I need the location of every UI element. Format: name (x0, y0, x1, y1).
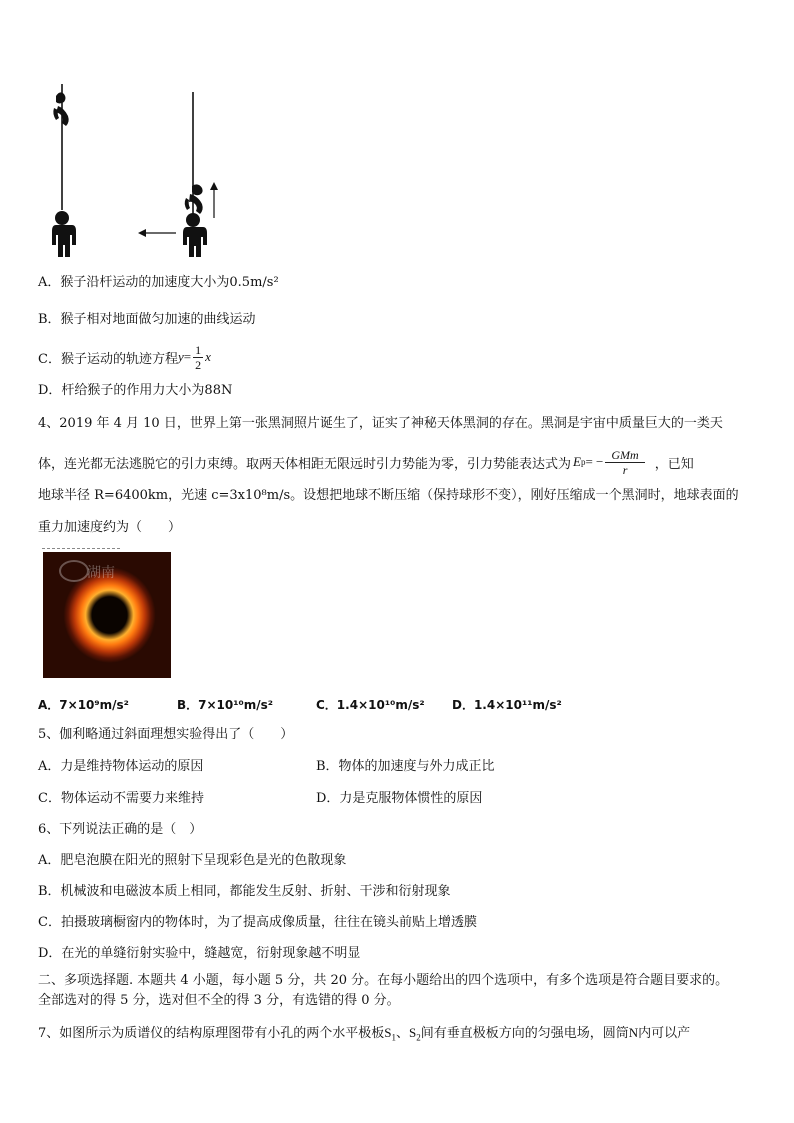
section2-line2: 全部选对的得 5 分，选对但不全的得 3 分，有选错的得 0 分。 (38, 993, 400, 1008)
q3-option-c (38, 340, 211, 374)
q3-option-b: B．猴子相对地面做匀加速的曲线运动 (38, 312, 256, 327)
q6-option-d: D．在光的单缝衍射实验中，缝越宽，衍射现象越不明显 (38, 946, 361, 961)
q6-stem: 6、下列说法正确的是（ ） (38, 822, 203, 837)
q3-option-c-x: x (205, 349, 211, 364)
q4-option-a: A．7×10⁹m/s² (38, 698, 129, 712)
q7-s1-sub: 1 (391, 1032, 397, 1043)
q7-line1-suffix: 间有垂直极板方向的匀强电场，圆筒 (420, 1026, 629, 1041)
q4-line2-suffix: ，已知 (654, 456, 694, 472)
q4-option-b: B．7×10¹⁰m/s² (177, 698, 274, 712)
q4-line3: 地球半径 R=6400km，光速 c=3x10⁸m/s。设想把地球不断压缩（保持球形不变），刚好压缩成一个黑洞时，地球表面的 (38, 488, 739, 503)
q3-option-a: A．猴子沿杆运动的加速度大小为0.5m/s² (38, 275, 279, 290)
person-right (183, 213, 207, 257)
q3-option-c-num: 1 (195, 342, 202, 357)
q4-ep-sub: p (580, 457, 586, 467)
q7-s2: S (409, 1025, 417, 1040)
q3-option-c-den: 2 (195, 357, 202, 372)
q3-option-d: D．杆给猴子的作用力大小为88N (38, 383, 233, 398)
q3-option-c-prefix: C．猴子运动的轨迹方程 (38, 351, 178, 367)
q4-option-d: D．1.4×10¹¹m/s² (452, 698, 562, 712)
q7-s1: S (384, 1025, 392, 1040)
q7-line1-end: 内可以产 (638, 1026, 691, 1041)
q6-option-b: B．机械波和电磁波本质上相同，都能发生反射、折射、干涉和衍射现象 (38, 884, 451, 899)
q5-stem: 5、伽利略通过斜面理想实验得出了（ ） (38, 727, 294, 742)
q5-option-c: C．物体运动不需要力来维持 (38, 791, 204, 806)
monkey-pole-figure (40, 82, 230, 258)
q4-line1: 4、2019 年 4 月 10 日，世界上第一张黑洞照片诞生了，证实了神秘天体黑洞的存在。黑洞是宇宙中质量巨大的一类天 (38, 416, 723, 431)
q4-ep-symbol: E (573, 454, 581, 469)
black-hole-image-frame (42, 548, 120, 549)
section2-line1: 二、多项选择题. 本题共 4 小题，每小题 5 分，共 20 分。在每小题给出的四个选项中，有多个选项是符合题目要求的。 (38, 973, 729, 988)
q5-option-a: A．力是维持物体运动的原因 (38, 759, 204, 774)
q3-option-c-y: y (177, 349, 184, 364)
q4-line2 (38, 444, 694, 480)
watermark-logo (59, 560, 89, 582)
person-left (52, 211, 76, 257)
q7-line1-prefix: 7、如图所示为质谱仪的结构原理图带有小孔的两个水平极板 (38, 1026, 385, 1041)
q4-line2-prefix: 体，连光都无法逃脱它的引力束缚。取两天体相距无限远时引力势能为零，引力势能表达式为 (38, 456, 572, 472)
black-hole-image (43, 552, 171, 678)
q7-line1 (38, 1023, 690, 1048)
q7-sep: 、 (396, 1026, 410, 1041)
q5-option-b: B．物体的加速度与外力成正比 (316, 759, 495, 774)
q5-option-d: D．力是克服物体惯性的原因 (316, 791, 483, 806)
q6-option-c: C．拍摄玻璃橱窗内的物体时，为了提高成像质量，往往在镜头前贴上增透膜 (38, 915, 477, 930)
q3-option-c-fraction (193, 343, 203, 372)
q4-ep-eq: = − (585, 454, 604, 469)
left-arrow (138, 229, 176, 237)
watermark-text: 湖南 (87, 565, 115, 581)
up-arrow (210, 182, 218, 218)
q4-option-c: C．1.4×10¹⁰m/s² (316, 698, 425, 712)
q6-option-a: A．肥皂泡膜在阳光的照射下呈现彩色是光的色散现象 (38, 853, 347, 868)
q4-line4: 重力加速度约为（ ） (38, 520, 182, 535)
q4-ep-num: GMm (605, 448, 644, 463)
q3-option-c-eq: = (183, 349, 192, 364)
q4-ep-fraction (605, 448, 644, 477)
monkey-left (53, 92, 68, 126)
q7-s2-sub: 2 (416, 1032, 421, 1043)
q7-n: N (628, 1025, 639, 1040)
q4-ep-den: r (622, 462, 628, 477)
